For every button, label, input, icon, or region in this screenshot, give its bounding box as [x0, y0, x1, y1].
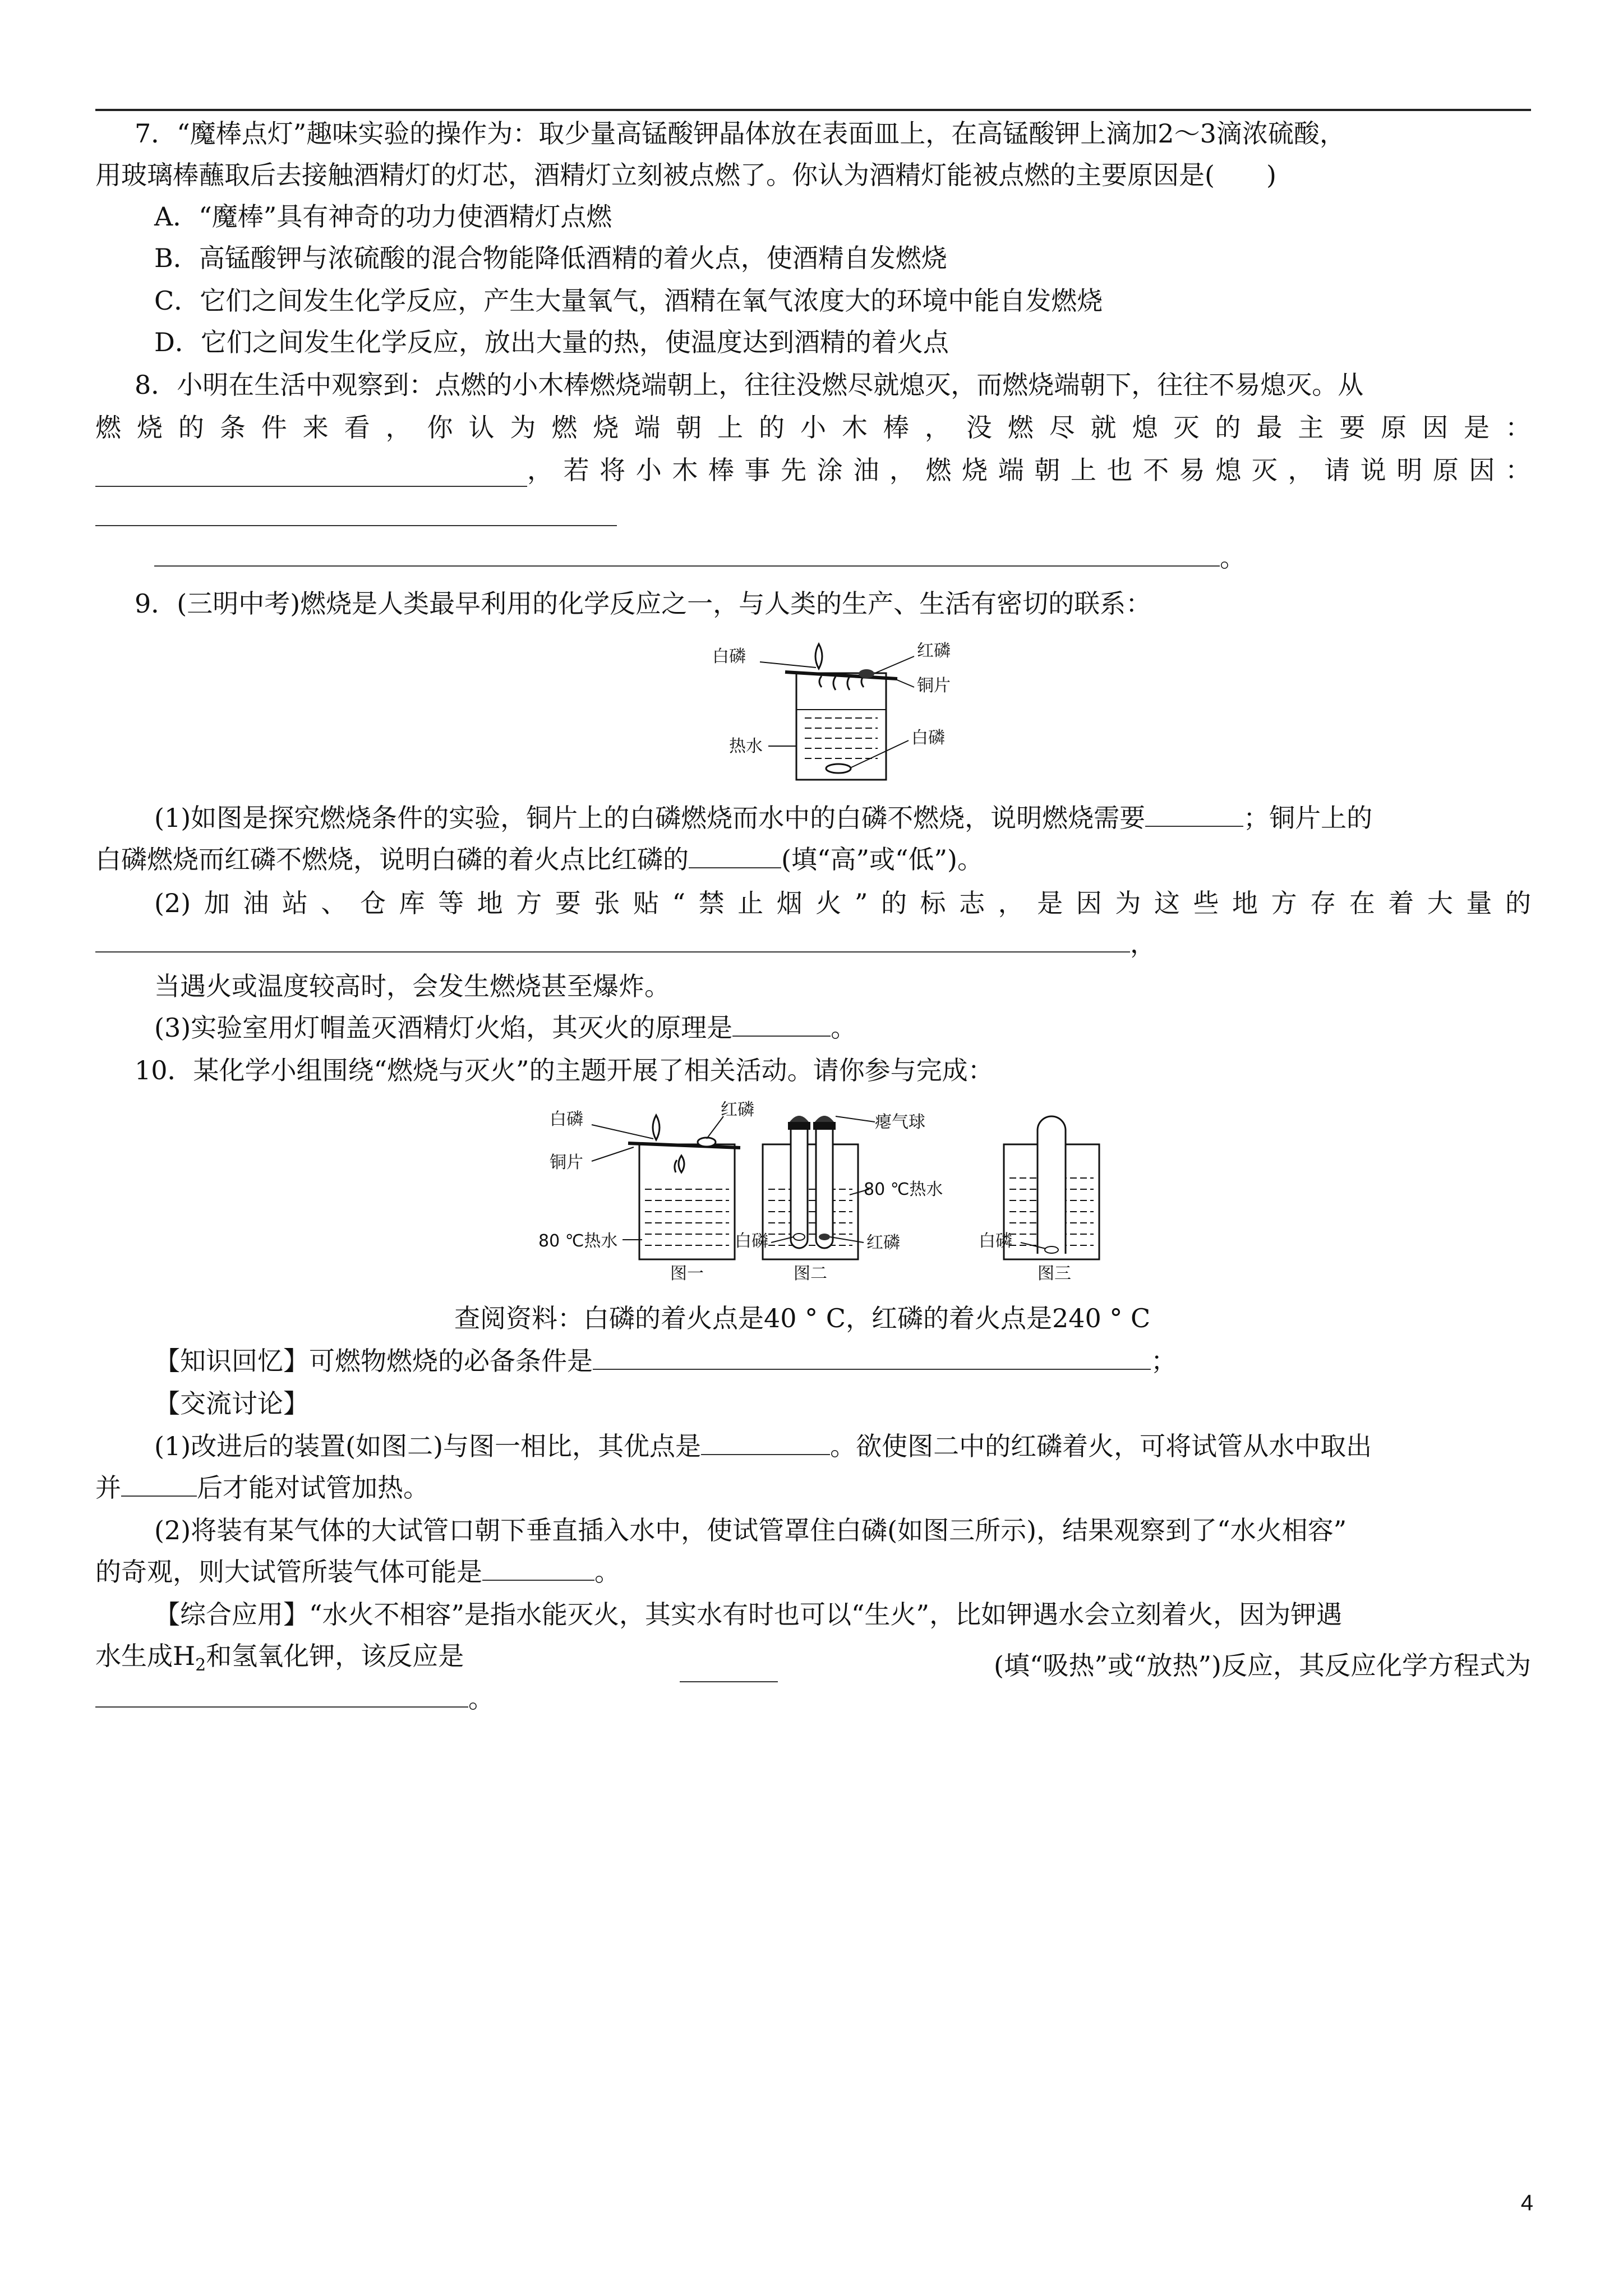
q10-recall-end: ； [1151, 1346, 1177, 1376]
header-rule [95, 109, 1531, 111]
q10-blank-6[interactable] [95, 1684, 468, 1708]
q8-line1: 8．小明在生活中观察到：点燃的小木棒燃烧端朝上，往往没燃尽就熄灭，而燃烧端朝下，往往不易熄灭。从 [135, 370, 1364, 400]
q9-p1-line2 [95, 843, 983, 876]
q10-caption-fig3: 图三 [1038, 1264, 1071, 1283]
q10-app-sub: 2 [195, 1655, 206, 1676]
q8-end-mark: 。 [1220, 542, 1246, 573]
q10-blank-1[interactable] [593, 1346, 1151, 1370]
q10-label-copper: 铜片 [550, 1153, 583, 1172]
q9-p1-line1 [154, 801, 1372, 835]
q10-label-white-p: 白磷 [550, 1110, 583, 1129]
q10-label-white-p2: 白磷 [735, 1231, 768, 1251]
q10-recall [154, 1344, 1177, 1378]
q9-label-white-p-top: 白磷 [712, 647, 746, 666]
q10-d1-line2 [95, 1471, 429, 1504]
q9-p1-text-d: (填“高”或“低”)。 [781, 844, 983, 875]
q10-discuss-heading: 【交流讨论】 [154, 1388, 309, 1419]
q7-option-c: C．它们之间发生化学反应，产生大量氧气，酒精在氧气浓度大的环境中能自发燃烧 [154, 286, 1103, 316]
q10-d2-line1: (2)将装有某气体的大试管口朝下垂直插入水中，使试管罩住白磷(如图三所示)，结果观察到了“水火相容” [154, 1515, 1347, 1545]
q7-option-a: A．“魔棒”具有神奇的功力使酒精灯点燃 [154, 201, 612, 232]
q10-d2-end: 。 [594, 1557, 620, 1587]
q10-label-white-p3: 白磷 [979, 1231, 1012, 1251]
q10-reference: 查阅资料：白磷的着火点是40 ° C，红磷的着火点是240 ° C [454, 1303, 1151, 1333]
q7-option-d: D．它们之间发生化学反应，放出大量的热，使温度达到酒精的着火点 [154, 327, 949, 357]
q8-answer-blank-2[interactable] [95, 503, 617, 526]
q7-stem-line1: 7．“魔棒点灯”趣味实验的操作为：取少量高锰酸钾晶体放在表面皿上，在高锰酸钾上滴加2～3滴浓硫酸， [135, 118, 1345, 149]
q10-label-red-p: 红磷 [721, 1100, 754, 1120]
q9-stem: 9．(三明中考)燃烧是人类最早利用的化学反应之一，与人类的生产、生活有密切的联系： [135, 588, 1152, 619]
q10-label-water-1: 80 ℃热水 [538, 1231, 618, 1251]
q10-blank-4[interactable] [482, 1557, 594, 1581]
q9-p1-text-c: 白磷燃烧而红磷不燃烧，说明白磷的着火点比红磷的 [95, 844, 689, 875]
q9-p3 [154, 1011, 856, 1045]
q10-experiment-figures [538, 1099, 1122, 1290]
q10-app-h: 水生成H [95, 1641, 196, 1671]
q10-app-line1: 【综合应用】“水火不相容”是指水能灭火，其实水有时也可以“生火”，比如钾遇水会立刻着火，因为钾遇 [154, 1599, 1343, 1630]
q9-label-hot-water: 热水 [729, 737, 763, 756]
q8-answer-blank-3[interactable] [154, 543, 1220, 567]
q10-app-text-b: 和氢氧化钾，该反应是 [206, 1641, 464, 1671]
q8-line3-text: ，若将小木棒事先涂油，燃烧端朝上也不易熄灭，请说明原因： [527, 455, 1531, 485]
q7-stem-line2: 用玻璃棒蘸取后去接触酒精灯的灯芯，酒精灯立刻被点燃了。你认为酒精灯能被点燃的主要原因是( ) [95, 160, 1276, 190]
q8-line2: 燃烧的条件来看，你认为燃烧端朝上的小木棒，没燃尽就熄灭的最主要原因是： [95, 412, 1531, 443]
q10-app-line3 [95, 1682, 494, 1715]
q10-d2-line2 [95, 1555, 620, 1589]
q10-figure-1 [538, 1100, 754, 1283]
q9-p3-text: (3)实验室用灯帽盖灭酒精灯火焰，其灭火的原理是 [154, 1013, 733, 1043]
q9-p2-comma: ， [1130, 928, 1156, 959]
q10-app-text-c: (填“吸热”或“放热”)反应，其反应化学方程式为 [994, 1650, 1531, 1681]
page-number: 4 [1520, 2191, 1533, 2215]
q10-d1-text-c: 并 [95, 1473, 121, 1503]
q10-label-water-2: 80 ℃热水 [864, 1180, 943, 1199]
q9-p1-text-a: (1)如图是探究燃烧条件的实验，铜片上的白磷燃烧而水中的白磷不燃烧，说明燃烧需要 [154, 803, 1146, 833]
q10-figure-2 [735, 1112, 943, 1283]
q10-caption-fig1: 图一 [670, 1264, 704, 1283]
q9-label-copper: 铜片 [917, 676, 951, 696]
q9-label-white-p-bottom: 白磷 [911, 728, 945, 748]
q10-d1-text-d: 后才能对试管加热。 [197, 1473, 429, 1503]
q9-blank-3[interactable] [95, 929, 1130, 953]
q9-p1-text-b: ；铜片上的 [1243, 803, 1373, 833]
q9-p2-line2 [95, 927, 1156, 960]
q10-d2-text-b: 的奇观，则大试管所装气体可能是 [95, 1557, 482, 1587]
q10-caption-fig2: 图二 [794, 1264, 827, 1283]
q10-app-line2 [95, 1639, 1531, 1682]
q10-recall-text: 【知识回忆】可燃物燃烧的必备条件是 [154, 1346, 593, 1376]
q9-blank-4[interactable] [732, 1013, 831, 1037]
q10-app-text-a [95, 1639, 464, 1682]
q10-label-balloon: 瘪气球 [875, 1112, 925, 1132]
q8-line3 [95, 453, 1531, 487]
q9-experiment-figure [712, 634, 993, 797]
q10-blank-3[interactable] [121, 1473, 197, 1497]
q8-line5 [154, 541, 1246, 574]
q10-figure-3 [979, 1116, 1099, 1283]
q7-option-b: B．高锰酸钾与浓硫酸的混合物能降低酒精的着火点，使酒精自发燃烧 [154, 243, 947, 273]
q8-answer-blank-1[interactable] [95, 463, 527, 487]
q10-d1-text-b: 。欲使图二中的红磷着火，可将试管从水中取出 [830, 1431, 1372, 1461]
q9-label-red-p: 红磷 [917, 641, 951, 661]
q9-blank-1[interactable] [1145, 803, 1243, 827]
q10-label-red-p2: 红磷 [866, 1233, 900, 1253]
q9-p3-end: 。 [831, 1013, 857, 1043]
q10-d1-text-a: (1)改进后的装置(如图二)与图一相比，其优点是 [154, 1431, 702, 1461]
q9-p2-line1: (2)加油站、仓库等地方要张贴“禁止烟火”的标志，是因为这些地方存在着大量的 [154, 888, 1531, 918]
q9-p2-line3: 当遇火或温度较高时，会发生燃烧甚至爆炸。 [154, 971, 670, 1001]
q10-blank-2[interactable] [701, 1432, 830, 1455]
q10-blank-5[interactable] [680, 1659, 778, 1682]
q9-blank-2[interactable] [689, 845, 781, 868]
q10-app-end: 。 [468, 1683, 494, 1714]
q10-d1-line1 [154, 1429, 1372, 1463]
q10-stem: 10．某化学小组围绕“燃烧与灭火”的主题开展了相关活动。请你参与完成： [135, 1055, 994, 1085]
